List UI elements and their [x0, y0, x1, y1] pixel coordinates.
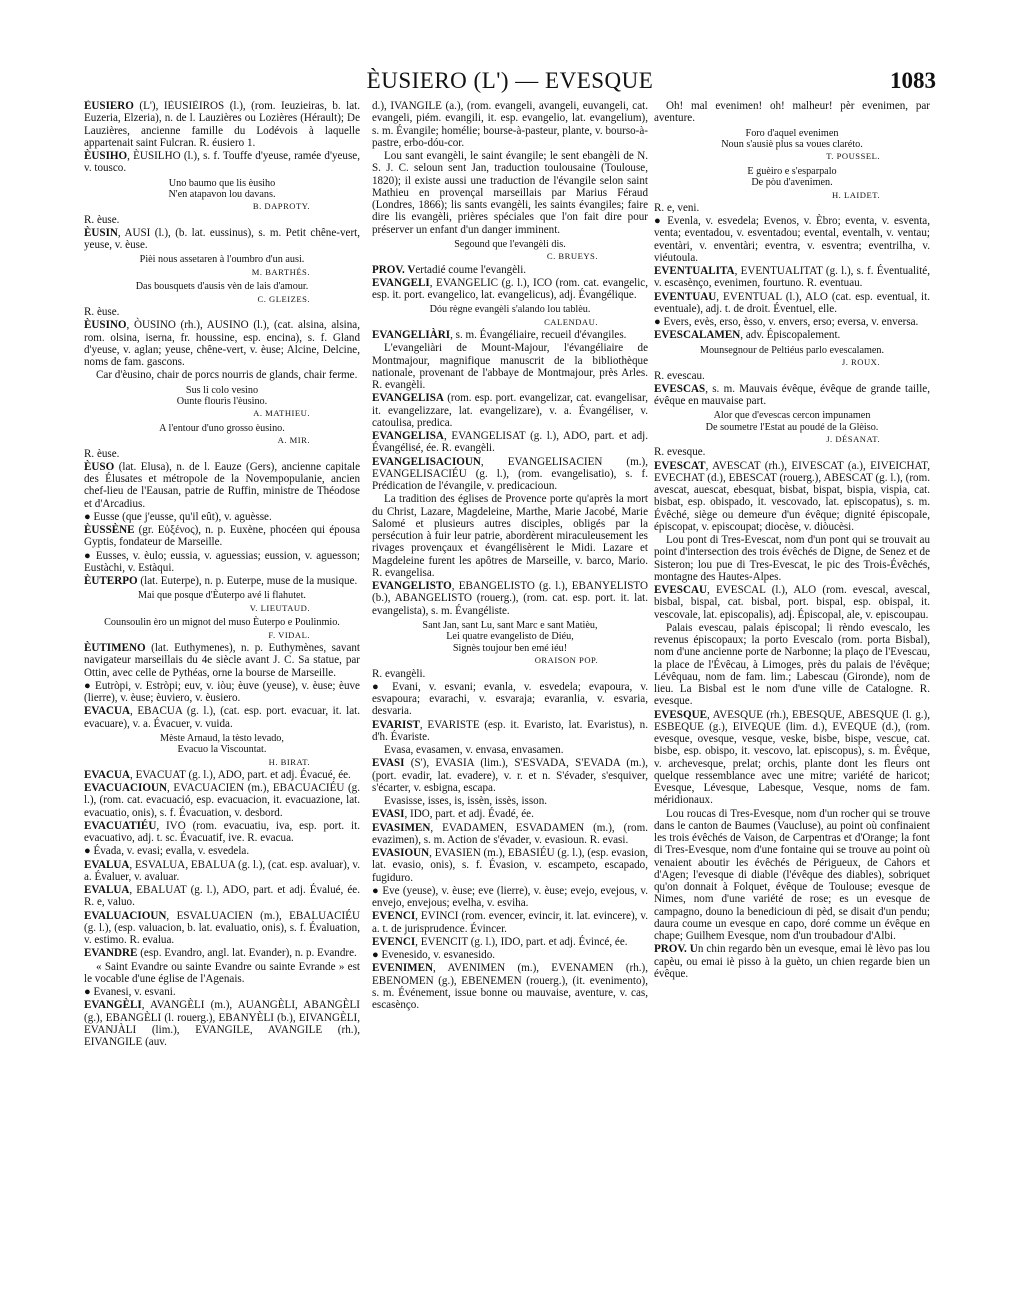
dictionary-entry: EVALUA, ESVALUA, EBALUA (g. l.), (cat. esp. avaluar), v. a. Évaluer, v. avaluar. — [84, 858, 360, 883]
quote-line: Mèste Arnaud, la tèsto levado, — [160, 732, 284, 744]
dictionary-entry: EVACUA, EBACUA (g. l.), (cat. esp. port. evacuar, it. lat. evacuare), v. a. Évacuer, v. vuida. — [84, 705, 360, 730]
entry-paragraph: La tradition des églises de Provence porte qu'après la mort du Christ, Lazare, Magdeleine, Marthe, Marie Jacobé, Marie Salomé et plusieurs autres disciples, obligés par la persécution à fuir leur patrie, abordèrent miraculeusement les rivages provençaux et évangélisèrent le Midi. Lazare et Magdeleine furent les apôtres de Marseille, v. barco, Mario. R. evangelisa. — [372, 493, 648, 579]
dictionary-entry: EVESQUE, AVESQUE (rh.), EBESQUE, ABESQUE (l. g.), ESBEQUE (g.), EIVEQUE (lim. d.), EVEQUE (d.), (rom. evesque, ovesque, vesque, veske, bisbe, bispe, vescue, cat. bisbe, esp. obispo, it. vescovo, lat. episcopus), s. m. Évêque, v. archevesque, prelat; orchis, plante dont les fleurs ont quelque ressemblance avec une mitre; variété de haricot; Evesque, Lévesque, Labesque, Vesque, noms de fam. méridionaux. — [654, 708, 930, 807]
entry-paragraph: Lou sant evangèli, le saint évangile; le sent ebangèli de N. S. J. C. seloun sent Jan, traduction toulousaine (Toulouse, 1820); il existe aussi une traduction de l'évangile selon saint Mathieu en provençal marseillais par Marius Féraud (Londres, 1866); lis sants evangèli, les saints évangiles; faire dire lis evangèli, prières spéciales que l'on fait dire pour préserver un enfant d'un danger imminent. — [372, 150, 648, 236]
quote-author: J. DÉSANAT. — [826, 434, 880, 445]
quote-line: Counsoulin èro un mignot del muso Èuterpo e Poulinmio. — [104, 617, 340, 629]
entry-paragraph: Oh! mal evenimen! oh! malheur! pèr evenimen, par aventure. — [654, 100, 930, 125]
dictionary-entry: EVASI (S'), EVASIA (lim.), S'ESVADA, S'EVADA (m.), (port. evadir, lat. evadere), v. r. et n. S'évader, s'esquiver, s'écarter, v. esbigna, escapa. — [372, 757, 648, 794]
dictionary-entry: EVANGELISTO, EBANGELISTO (g. l.), EBANYELISTO (b.), ABANGELISTO (rouerg.), (rom. cat. esp. port. it. lat. evangelista), s. m. Évangéliste. — [372, 580, 648, 617]
quote-line: Lei quatre evangelisto de Diéu, — [446, 631, 574, 643]
quote-line: De soumetre l'Estat au poudé de la Glèiso. — [705, 421, 879, 433]
dictionary-entry: EVACUA, EVACUAT (g. l.), ADO, part. et adj. Évacué, ée. — [84, 768, 351, 781]
citation-quote — [372, 304, 648, 328]
dictionary-entry: EVANGELIÀRI, s. m. Évangéliaire, recueil d'évangiles. — [372, 329, 627, 342]
quote-line: Sant Jan, sant Lu, sant Marc e sant Matièu, — [422, 619, 598, 631]
dictionary-entry: EVANGÈLI, AVANGÈLI (m.), AUANGÈLI, ABANGÈLI (g.), EBANGÈLI (l. rouerg.), EBANYÈLI (b.), EIVANGÈLI, EVANJÀLI (lim.), EVANGILE, AVANGILE (rh.), EIVANGILE (auv. — [84, 999, 360, 1049]
dictionary-entry: ÈUSIHO, ÈUSILHO (l.), s. f. Touffe d'yeuse, ramée d'yeuse, v. tousco. — [84, 150, 360, 175]
quote-line: E guèiro e s'esparpalo — [747, 165, 837, 177]
entry-paragraph: Car d'èusino, chair de porcs nourris de glands, chair ferme. — [96, 369, 358, 382]
quote-author: H. BIRAT. — [268, 756, 310, 767]
dictionary-entry: EVESCAU, EVESCAL (l.), ALO (rom. evescal, avescal, bisbal, bispal, cat. bisbal, port. bispal, esp. obispal, it. vescovale, lat. episcopalis), adj. Épiscopal, ale, v. episcoupau. — [654, 584, 930, 621]
dictionary-entry: EVESCALAMEN, adv. Épiscopalement. — [654, 329, 841, 342]
quote-author: F. VIDAL. — [268, 629, 310, 640]
dictionary-entry: ÈUSSÈNE (gr. Εὐξένος), n. p. Euxène, phocéen qui épousa Gyptis, fondateur de Marseille. — [84, 524, 360, 549]
quote-line: Das bousquets d'ausis vèn de lais d'amour. — [135, 281, 309, 293]
entry-paragraph: L'evangeliàri de Mount-Majour, l'évangéliaire de Montmajour, magnifique manuscrit de la bibliothèque nationale, provenant de l'abbaye de Montmajour, près Arles. R. evangèli. — [372, 342, 648, 392]
citation-quote — [84, 590, 360, 614]
column-2 — [372, 100, 648, 1260]
dictionary-entry: EVACUACIOUN, EVACUACIEN (m.), EBACUACIÉU (g. l.), (rom. cat. evacuació, esp. evacuacion, it. evacuazione, lat. evacuatio, onis), s. f. Évacuation, v. desbord. — [84, 782, 360, 819]
dictionary-entry: EVASI, IDO, part. et adj. Évadé, ée. — [372, 808, 534, 821]
quote-line: Signès toujour ben emé iéu! — [452, 642, 568, 654]
quote-line: Dóu règne evangèli s'alando lou tablèu. — [429, 304, 591, 316]
quote-line: Ounte flourìs l'èusino. — [176, 396, 268, 407]
quote-author: CALENDAU. — [544, 316, 598, 327]
column-1 — [84, 100, 360, 1260]
dictionary-entry: EVENCI, EVENCIT (g. l.), IDO, part. et adj. Évincé, ée. — [372, 935, 628, 948]
entry-paragraph: Lou roucas di Tres-Evesque, nom d'un rocher qui se trouve dans le canton de Baumes (Vaucluse), au point où confinaient les trois évêchés de Vaison, de Carpentras et d'Orange; la font di Tres-Evesque, nom d'une fontaine qui se trouve au point où venaient aboutir les évêchés de Périgueux, de Cahors et d'Agen; l'evesque di diable (l'évêque des diables), sobriquet qu'on donnait à Folquet, évêque de Toulouse; evesque de Nimes, nom d'une variété de rose; es un evesque de campagno, douno la benedicioun di pèd, se disait d'un pendu; daura coume un evesque en capo, doré comme un évêque en chape; Guilhem Evesque, nom d'un troubadour d'Albi. — [654, 807, 930, 943]
citation-quote — [372, 239, 648, 263]
citation-quote — [654, 410, 930, 445]
running-title: ÈUSIERO (L') — EVESQUE — [366, 68, 654, 93]
dictionary-entry: EVANGELISA (rom. esp. port. evangelizar, cat. evangelisar, it. evangelizzare, lat. evangelizare), v. a. Évangéliser, v. catoulisa, predica. — [372, 392, 648, 429]
page-header — [84, 62, 936, 102]
citation-quote — [84, 385, 360, 420]
citation-quote — [84, 254, 360, 278]
quote-author: T. POUSSEL. — [826, 151, 880, 162]
dictionary-entry: ● Evers, evès, erso, èsso, v. envers, erso; eversa, v. enversa. — [654, 316, 919, 329]
dictionary-entry: EVANGELI, EVANGELIC (g. l.), ICO (rom. cat. evangelic, esp. it. port. evangelico, lat. evangelicus), adj. Évangélique. — [372, 276, 648, 302]
entry-paragraph: Evasa, evasamen, v. envasa, envasamen. — [384, 744, 564, 756]
citation-quote — [84, 617, 360, 641]
dictionary-entry: EVACUATIÉU, IVO (rom. evacuatiu, iva, esp. port. it. evacuativo, adj. t. sc. Évacuatif, ive. R. evacua. — [84, 819, 360, 845]
dictionary-entry: ÈUSO (lat. Elusa), n. de l. Eauze (Gers), ancienne capitale des Élusates et métropole de la Novempopulanie, ancien chef-lieu de l'Eausan, patrie de Ruffin, ministre de Théodose et d'Arcadius. — [84, 460, 360, 510]
quote-line: Noun s'ausiè plus sa voues claréto. — [721, 138, 863, 150]
entry-paragraph: Evasisse, isses, is, issèn, issès, isson. — [384, 795, 548, 807]
quote-author: C. GLEIZES. — [257, 293, 310, 304]
dictionary-entry: ● Evenla, v. esvedela; Evenos, v. Èbro; eventa, v. esventa, venta; eventadou, v. esventadou; evental, eventalh, v. ventau; eventàri, v. enventàri; eventra, v. esventra; eventrilha, v. viéutoula. — [654, 215, 930, 264]
quote-line: Sus li colo vesino — [185, 384, 259, 396]
quote-author: A. MIR. — [277, 435, 310, 446]
citation-quote — [654, 166, 930, 201]
dictionary-entry: ÈUTIMENO (lat. Euthymenes), n. p. Euthymènes, savant navigateur marseillais du 4e siècle avant J. C. Sa statue, par Ottin, avec celle de Pythéas, orne la bourse de Marseille. — [84, 642, 360, 679]
dictionary-entry: R. èuse. — [84, 306, 120, 319]
quote-author: A. MATHIEU. — [253, 408, 310, 419]
dictionary-entry: EVARIST, EVARISTE (esp. it. Evaristo, lat. Evaristus), n. d'h. Évariste. — [372, 718, 648, 743]
entry-paragraph: Palais evescau, palais épiscopal; li rèndo evescalo, les revenus épiscopaux; la porto Evescalo (rom. porta Bisbal), nom d'une ancienne porte de Narbonne; la plaço de l'Evescau, la place de l'Évêcau, à Limoges, près du palais de l'évêque; Lévêquau, nom de fam. lim.; Labescau (Gironde), nom de lieu. La Bisbal est le nom d'une ville de Catalogne. R. evesque. — [654, 621, 930, 708]
dictionary-entry: EVENCI, EVINCI (rom. evencer, evincir, it. lat. evincere), v. a. t. de jurisprudence. Évincer. — [372, 910, 648, 935]
dictionary-entry: ● Évada, v. evasi; evalla, v. esvedela. — [84, 845, 250, 858]
quote-author: V. LIEUTAUD. — [249, 602, 310, 613]
dictionary-entry: EVENTUAU, EVENTUAL (l.), ALO (cat. esp. eventual, it. eventuale), adj. t. de droit. Éventuel, elle. — [654, 290, 930, 315]
quote-author: M. BARTHÉS. — [251, 266, 310, 277]
citation-quote — [84, 178, 360, 213]
dictionary-entry: EVESCAS, s. m. Mauvais évêque, évêque de grande taille, évêque en mauvaise part. — [654, 382, 930, 407]
citation-quote — [372, 620, 648, 667]
dictionary-entry: ÈUSIERO (L'), IÈUSIÈIROS (l.), (rom. Ieuzieiras, b. lat. Euzeria, Elzeria), n. de l. Lauzières ou Lozières (Hérault); De Lauzières, ancienne famille du Lodévois à laquelle appartenait saint Fulcran. R. éusiero 1. — [84, 100, 360, 149]
dictionary-entry: EVANGELISACIOUN, EVANGELISACIEN (m.), EVANGELISACIÉU (g. l.), (rom. evangelisatio), s. f. Prédication de l'évangile, v. predicacioun. — [372, 455, 648, 493]
citation-quote — [654, 128, 930, 163]
dictionary-entry: d.), IVANGILE (a.), (rom. evangeli, avangeli, euvangeli, cat. evangeli, piém. evangili, it. esp. evangelio, lat. evangelium), s. m. Évangile; homélie; bourse-à-pasteur, plante, v. bourso-à-pastre, erbo-dóu-cor. — [372, 100, 648, 149]
quote-line: N'en atapavon lou davans. — [168, 188, 276, 200]
quote-line: Evacuo la Viscountat. — [177, 744, 267, 756]
dictionary-entry: ÈUSINO, ÒUSINO (rh.), AUSINO (l.), (cat. alsina, alsina, rom. olsina, iserna, fr. houssine, esp. encina), s. f. Gland d'yeuse, v. aglan; yeuse, chêne-vert, v. èuse; Alcine, Delcine, noms de fam. gascons. — [84, 319, 360, 369]
dictionary-entry: R. èuse. — [84, 447, 120, 460]
dictionary-entry: EVALUACIOUN, ESVALUACIEN (m.), EBALUACIÉU (g. l.), (esp. valuacion, b. lat. evaluatio, onis), s. f. Évaluation, v. estimo. R. evalua. — [84, 909, 360, 947]
quote-author: ORAISON POP. — [534, 655, 598, 666]
column-3 — [654, 100, 930, 1260]
dictionary-entry: ● Eusse (que j'eusse, qu'il eût), v. aguèsse. — [84, 510, 272, 523]
dictionary-entry: EVALUA, EBALUAT (g. l.), ADO, part. et adj. Évalué, ée. R. e, valuo. — [84, 884, 360, 909]
quote-author: H. LAIDET. — [831, 189, 880, 200]
dictionary-entry: R. evesque. — [654, 446, 706, 459]
dictionary-entry: ● Eusses, v. èulo; eussia, v. aguessias; eussion, v. aguesson; Eustàchi, v. Estàqui. — [84, 549, 360, 574]
quote-line: Foro d'aquel evenimen — [745, 127, 839, 139]
dictionary-entry: EVESCAT, AVESCAT (rh.), EIVESCAT (a.), EIVEICHAT, EVECHAT (d.), EBESCAT (rouerg.), ABESCAT (g. l.), (rom. avescat, auescat, ebesquat, bisbat, bispat, bispia, vispia, cat. bisbat, esp. obispado, it. vescovado, lat. episcopatus), s. m. Évêché, siège ou demeure d'un évêque; dignité épiscopale, épiscopat, v. episcoupat; diocèse, v. diòucèsi. — [654, 459, 930, 533]
quote-line: Pièi nous assetaren à l'oumbro d'un ausi. — [139, 254, 305, 266]
dictionary-entry: ● Evani, v. esvani; evanla, v. esvedela; evapoura, v. esvapoura; evarachi, v. esvaraja; evaranlia, v. esvaria, desvaria. — [372, 680, 648, 718]
page-number: 1083 — [890, 68, 936, 93]
dictionary-entry: R. evangèli. — [372, 667, 426, 680]
quote-author: C. BRUEYS. — [546, 251, 598, 262]
dictionary-entry: ● Eve (yeuse), v. èuse; eve (lierre), v. èuse; evejo, evejous, v. envejo, envejous; evelha, v. esviha. — [372, 884, 648, 909]
quote-line: Mounsegnour de Peltiéus parlo evescalamen. — [699, 344, 885, 356]
quote-line: Mai que posque d'Èuterpo avé li flahutet. — [138, 590, 306, 602]
dictionary-entry: R. evescau. — [654, 369, 705, 382]
citation-quote — [84, 733, 360, 768]
quote-author: J. ROUX. — [841, 357, 880, 368]
dictionary-entry: ÈUSIN, AUSI (l.), (b. lat. eussinus), s. m. Petit chêne-vert, yeuse, v. èuse. — [84, 226, 360, 252]
dictionary-entry: R. èuse. — [84, 213, 120, 226]
dictionary-entry: ÈUTERPO (lat. Euterpe), n. p. Euterpe, muse de la musique. — [84, 575, 358, 588]
quote-line: Alor que d'evescas cercon impunamen — [713, 410, 871, 422]
dictionary-entry: ● Eutròpi, v. Estròpi; euv, v. iòu; èuve (yeuse), v. èuse; èuve (lierre), v. èuse; èuviero, v. èusiero. — [84, 679, 360, 704]
dictionary-entry: EVENIMEN, AVENIMEN (m.), EVENAMEN (rh.), EBENOMEN (g.), EBENEMEN (rouerg.), (it. evenimento), s. m. Événement, issue bonne ou mauvaise, aventure, v. cas, escasènço. — [372, 962, 648, 1011]
quote-line: Uno baumo que lis èusiho — [168, 177, 276, 189]
quote-line: A l'entour d'uno grosso èusino. — [159, 422, 285, 434]
dictionary-entry: EVASIMEN, EVADAMEN, ESVADAMEN (m.), (rom. evazimen), s. m. Action de s'évader, v. evasioun. R. evasi. — [372, 821, 648, 846]
citation-quote — [84, 281, 360, 305]
quote-author: B. DAPROTY. — [252, 201, 310, 212]
dictionary-entry: PROV. Un chin regardo bèn un evesque, emai lè lèvo pas lou capèu, ou emai iè pisso à la guèto, un chien regarde bien un évêque. — [654, 943, 930, 980]
dictionary-entry: ● Evenesido, v. esvanesido. — [372, 949, 496, 961]
dictionary-entry: EVENTUALITA, EVENTUALITAT (g. l.), s. f. Éventualité, v. escasènço, evenimen, fourtuno. R. eventuau. — [654, 265, 930, 290]
dictionary-entry: R. e, veni. — [654, 201, 700, 214]
citation-quote — [654, 345, 930, 369]
entry-paragraph: « Saint Evandre ou sainte Evandre ou sainte Evrande » est le vocable d'une église de l'Agenais. — [84, 960, 360, 985]
dictionary-entry: EVANDRE (esp. Evandro, angl. lat. Evander), n. p. Evandre. — [84, 947, 357, 960]
dictionary-entry: EVASIOUN, EVASIEN (m.), EBASIÉU (g. l.), (esp. evasion, lat. evasio, onis), s. f. Évasion, v. escampeto, escapado, fugiduro. — [372, 847, 648, 884]
quote-line: De pòu d'avenimen. — [751, 177, 833, 189]
entry-paragraph: Lou pont di Tres-Evescat, nom d'un pont qui se trouvait au point d'intersection des trois évêchés de Digne, de Senez et de Sisteron; lou pue di Tres-Evescat, le pic des Trois-Évêchés, montagne des Hautes-Alpes. — [654, 534, 930, 583]
dictionary-entry: EVANGELISA, EVANGELISAT (g. l.), ADO, part. et adj. Évangélisé, ée. R. evangèli. — [372, 430, 648, 455]
dictionary-entry: PROV. Vertadié coume l'evangèli. — [372, 263, 527, 276]
quote-line: Segound que l'evangèli dis. — [454, 238, 566, 250]
dictionary-entry: ● Evanesi, v. esvani. — [84, 986, 176, 999]
citation-quote — [84, 423, 360, 447]
